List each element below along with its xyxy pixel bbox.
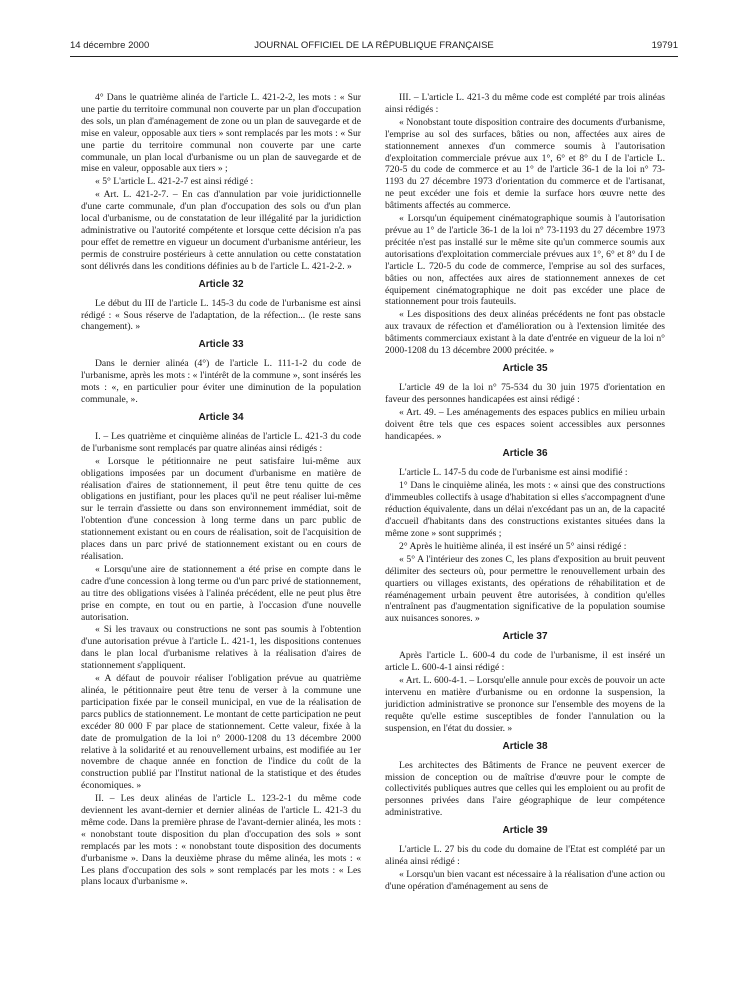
paragraph: L'article L. 27 bis du code du domaine de l'Etat est complété par un alinéa ainsi rédigé : xyxy=(385,844,665,868)
paragraph: Après l'article L. 600-4 du code de l'urbanisme, il est inséré un article L. 600-4-1 ainsi rédigé : xyxy=(385,650,665,674)
paragraph: « Lorsqu'une aire de stationnement a été prise en compte dans le cadre d'une concession à long terme ou d'un parc privé de stationnement, au titre des obligations visées à l'alinéa précédent, elle ne peut plus être prise en compte, en tout ou en partie, à l'occasion d'une nouvelle autorisation. xyxy=(81,563,361,623)
header-title: JOURNAL OFFICIEL DE LA RÉPUBLIQUE FRANÇAISE xyxy=(254,40,494,51)
paragraph: « Art. L. 421-2-7. – En cas d'annulation par voie juridictionnelle d'une carte communale, d'un plan d'occupation des sols ou d'un plan local d'urbanisme, ou de constatation de leur illégalité par la juridiction administrative ou l'autorité compétente et lorsque cette décision n'a pas pour effet de remettre en vigueur un document d'urbanisme antérieur, les permis de construire postérieurs à cette annulation ou cette constatation sont délivrés dans les conditions définies au b de l'article L. 421-2-2. » xyxy=(81,189,361,272)
paragraph: « Art. L. 600-4-1. – Lorsqu'elle annule pour excès de pouvoir un acte intervenu en matière d'urbanisme ou en ordonne la suspension, la juridiction administrative se prononce sur l'ensemble des moyens de la requête qu'elle estime susceptibles de fonder l'annulation ou la suspension, en l'état du dossier. » xyxy=(385,675,665,734)
paragraph: L'article 49 de la loi n° 75-534 du 30 juin 1975 d'orientation en faveur des personnes handicapées est ainsi rédigé : xyxy=(385,381,665,405)
paragraph: « Lorsqu'un bien vacant est nécessaire à la réalisation d'une action ou d'une opération d'aménagement au sens de xyxy=(385,868,665,892)
article-heading: Article 34 xyxy=(198,411,244,423)
paragraph: « Si les travaux ou constructions ne sont pas soumis à l'obtention d'une autorisation prévue à l'article L. 421-1, les dispositions contenues dans le plan local d'urbanisme relatives à la réalisation d'aires de stationnement s'appliquent. xyxy=(81,624,361,672)
header-date: 14 décembre 2000 xyxy=(70,40,150,51)
paragraph: Les architectes des Bâtiments de France ne peuvent exercer de mission de conception ou de maîtrise d'œuvre pour le compte de collectivités publiques autres que celles qui les emploient ou au profit de personnes privées dans l'aire géographique de leur compétence administrative. xyxy=(385,759,665,819)
page-header xyxy=(70,40,678,54)
article-heading: Article 36 xyxy=(502,448,548,460)
paragraph: I. – Les quatrième et cinquième alinéas de l'article L. 421-3 du code de l'urbanisme sont remplacés par quatre alinéas ainsi rédigés : xyxy=(81,430,361,454)
paragraph: « Lorsque le pétitionnaire ne peut satisfaire lui-même aux obligations imposées par un document d'urbanisme en matière de réalisation d'aires de stationnement, il peut être tenu quitte de ces obligations en justifiant, pour les places qu'il ne peut réaliser lui-même sur le terrain d'assiette ou dans son environnement immédiat, soit de l'obtention d'une concession à long terme dans un parc public de stationnement existant ou en cours de réalisation, soit de l'acquisition de places dans un parc privé de stationnement existant ou en cours de réalisation. xyxy=(81,455,361,562)
paragraph: « Les dispositions des deux alinéas précédents ne font pas obstacle aux travaux de réfection et d'amélioration ou à l'extension limitée des bâtiments commerciaux existant à la date d'entrée en vigueur de la loi n° 2000-1208 du 13 décembre 2000 précitée. » xyxy=(385,309,665,357)
paragraph: L'article L. 147-5 du code de l'urbanisme est ainsi modifié : xyxy=(399,467,628,479)
paragraph: 2° Après le huitième alinéa, il est inséré un 5° ainsi rédigé : xyxy=(399,540,627,552)
right-column xyxy=(385,92,665,894)
paragraph: « Art. 49. – Les aménagements des espaces publics en milieu urbain doivent être tels que ces espaces soient accessibles aux personnes handicapées. » xyxy=(385,406,665,442)
paragraph: II. – Les deux alinéas de l'article L. 123-2-1 du même code deviennent les avant-dernier et dernier alinéas de l'article L. 421-3 du même code. Dans la première phrase de l'avant-dernier alinéa, les mots : « nonobstant toute disposition du plan d'occupation des sols » sont remplacés par les mots : « nonobstant toute disposition des documents d'urbanisme ». Dans la deuxième phrase du même alinéa, les mots : « Les plans d'occupation des sols » sont remplacés par les mots : « Les plans locaux d'urbanisme ». xyxy=(81,793,361,888)
paragraph: 4° Dans le quatrième alinéa de l'article L. 421-2-2, les mots : « Sur une partie du territoire communal non couverte par un plan d'occupation des sols, un plan d'aménagement de zone ou un plan de sauvegarde et de mise en valeur, opposable aux tiers » sont remplacés par les mots : « Sur une partie du territoire communal non couverte par une carte communale, un plan local d'urbanisme ou un plan de sauvegarde et de mise en valeur, opposable aux tiers » ; xyxy=(81,92,361,175)
paragraph: « Nonobstant toute disposition contraire des documents d'urbanisme, l'emprise au sol des surfaces, bâties ou non, affectées aux aires de stationnement annexes d'un commerce soumis à l'autorisation d'exploitation commerciale prévue aux 1°, 6° et 8° du I de l'article L. 720-5 du code de commerce et au 1° de l'article 36-1 de la loi n° 73-1193 du 27 décembre 1973 d'orientation du commerce et de l'artisanat, ne peut excéder une fois et demie la surface hors œuvre nette des bâtiments affectés au commerce. xyxy=(385,116,665,212)
page-number: 19791 xyxy=(651,40,678,51)
paragraph: III. – L'article L. 421-3 du même code est complété par trois alinéas ainsi rédigés : xyxy=(385,92,665,115)
paragraph: Le début du III de l'article L. 145-3 du code de l'urbanisme est ainsi rédigé : « Sous réserve de l'adaptation, de la réfection... (le reste sans changement). » xyxy=(81,297,361,333)
paragraph: 1° Dans le cinquième alinéa, les mots : « ainsi que des constructions d'immeubles collectifs à usage d'habitation si elles s'accompagnent d'une réduction équivalente, dans un délai n'excédant pas un an, de la capacité d'accueil d'habitants dans des constructions existantes situées dans la même zone » sont supprimés ; xyxy=(385,480,665,539)
left-column xyxy=(81,92,361,889)
paragraph: Dans le dernier alinéa (4°) de l'article L. 111-1-2 du code de l'urbanisme, après les mots : « l'intérêt de la commune », sont insérés les mots : «, en particulier pour éviter une diminution de la population communale, ». xyxy=(81,358,361,406)
paragraph: « Lorsqu'un équipement cinématographique soumis à l'autorisation prévue au 1° de l'article 36-1 de la loi n° 73-1193 du 27 décembre 1973 précitée n'est pas installé sur le même site qu'un commerce soumis aux autorisations d'exploitation commerciale prévues aux 1°, 6° et 8° du I de l'article L. 720-5 du code de commerce, l'emprise au sol des surfaces, bâties ou non, affectées aux aires de stationnement annexes de cet équipement cinématographique ne doit pas excéder une place de stationnement pour trois fauteuils. xyxy=(385,213,665,308)
paragraph: « 5° L'article L. 421-2-7 est ainsi rédigé : xyxy=(95,176,254,188)
article-heading: Article 39 xyxy=(502,825,548,837)
article-heading: Article 33 xyxy=(198,339,244,351)
article-heading: Article 37 xyxy=(502,631,548,643)
paragraph: « 5° A l'intérieur des zones C, les plans d'exposition au bruit peuvent délimiter des secteurs où, pour permettre le renouvellement urbain des quartiers ou villages existants, des opérations de réhabilitation et de réaménagement urbain peuvent être autorisées, à condition qu'elles n'entraînent pas d'augmentation significative de la population soumise aux nuisances sonores. » xyxy=(385,553,665,625)
article-heading: Article 38 xyxy=(502,740,548,752)
header-rule xyxy=(70,56,678,57)
paragraph: « A défaut de pouvoir réaliser l'obligation prévue au quatrième alinéa, le pétitionnaire peut être tenu de verser à la commune une participation fixée par le conseil municipal, en vue de la réalisation de parcs publics de stationnement. Le montant de cette participation ne peut excéder 80 000 F par place de stationnement. Cette valeur, fixée à la date de promulgation de la loi n° 2000-1208 du 13 décembre 2000 relative à la solidarité et au renouvellement urbains, est modifiée au 1er novembre de chaque année en fonction de l'indice du coût de la construction publié par l'Institut national de la statistique et des études économiques. » xyxy=(81,673,361,792)
article-heading: Article 35 xyxy=(502,362,548,374)
article-heading: Article 32 xyxy=(198,278,244,290)
